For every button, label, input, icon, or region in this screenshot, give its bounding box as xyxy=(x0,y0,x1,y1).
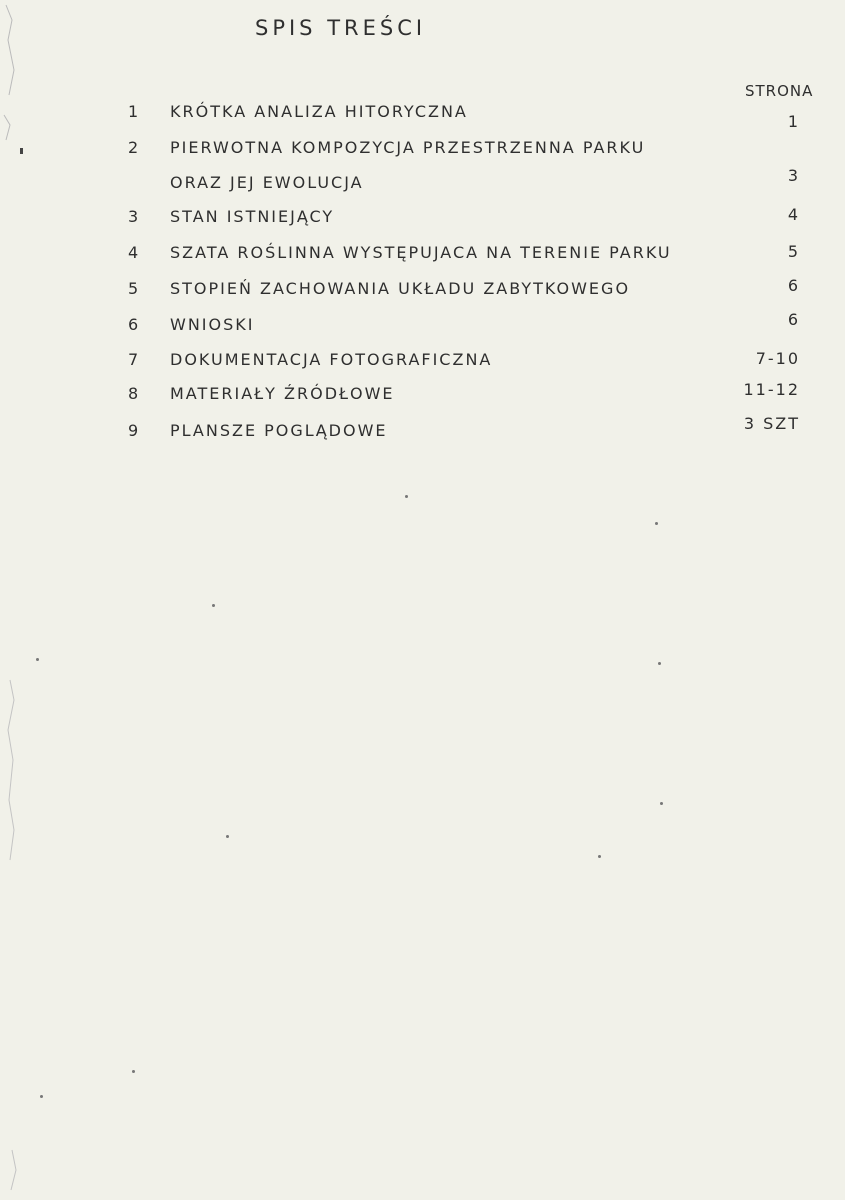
scan-speck xyxy=(598,855,601,858)
entry-label: STOPIEŃ ZACHOWANIA UKŁADU ZABYTKOWEGO xyxy=(170,279,631,298)
entry-number: 2 xyxy=(128,138,141,157)
entry-number: 9 xyxy=(128,421,141,440)
entry-label-continuation: ORAZ JEJ EWOLUCJA xyxy=(170,173,364,192)
entry-page: 5 xyxy=(787,242,800,261)
scan-speck xyxy=(226,835,229,838)
entry-page: 11-12 xyxy=(743,380,800,399)
page-title: SPIS TREŚCI xyxy=(255,16,427,40)
entry-label: STAN ISTNIEJĄCY xyxy=(170,207,335,226)
page-column-header: STRONA xyxy=(745,82,814,100)
entry-number: 8 xyxy=(128,384,141,403)
entry-number: 3 xyxy=(128,207,141,226)
scan-speck xyxy=(36,658,39,661)
entry-number: 5 xyxy=(128,279,141,298)
entry-page: 6 xyxy=(787,310,800,329)
scan-speck xyxy=(212,604,215,607)
scan-speck xyxy=(405,495,408,498)
scan-speck xyxy=(660,802,663,805)
entry-page: 4 xyxy=(787,205,800,224)
entry-page: 6 xyxy=(787,276,800,295)
entry-label: PIERWOTNA KOMPOZYCJA PRZESTRZENNA PARKU xyxy=(170,138,646,157)
entry-page: 3 SZT xyxy=(743,414,800,433)
scan-speck xyxy=(40,1095,43,1098)
scan-speck xyxy=(658,662,661,665)
scan-speck xyxy=(655,522,658,525)
entry-number: 7 xyxy=(128,350,141,369)
entry-label: MATERIAŁY ŹRÓDŁOWE xyxy=(170,384,395,403)
entry-number: 1 xyxy=(128,102,141,121)
entry-page: 3 xyxy=(787,166,800,185)
entry-label: DOKUMENTACJA FOTOGRAFICZNA xyxy=(170,350,493,369)
entry-page: 7-10 xyxy=(755,349,800,368)
entry-label: SZATA ROŚLINNA WYSTĘPUJACA NA TERENIE PARKU xyxy=(170,243,672,262)
scan-edge-marks xyxy=(0,0,40,1200)
entry-page: 1 xyxy=(787,112,800,131)
entry-number: 6 xyxy=(128,315,141,334)
entry-label: KRÓTKA ANALIZA HITORYCZNA xyxy=(170,102,468,121)
entry-label: PLANSZE POGLĄDOWE xyxy=(170,421,388,440)
entry-number: 4 xyxy=(128,243,141,262)
scan-speck xyxy=(132,1070,135,1073)
entry-label: WNIOSKI xyxy=(170,315,255,334)
